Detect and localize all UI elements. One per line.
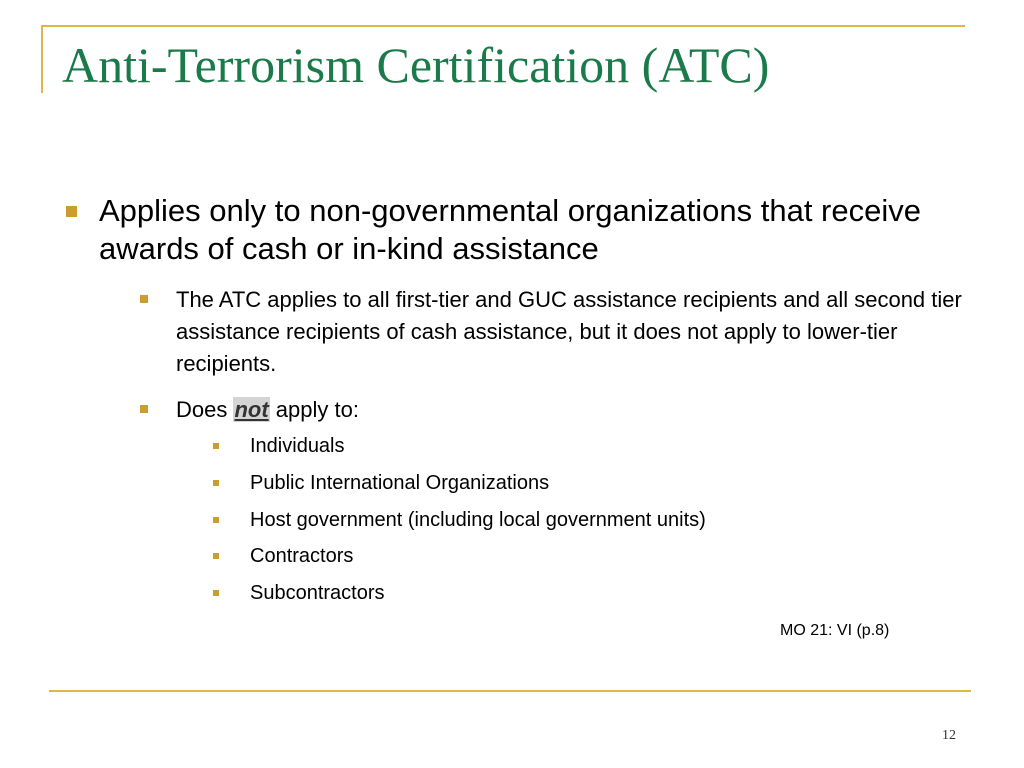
sub-sub-bullet-square-icon — [213, 553, 219, 559]
sub-bullet-square-icon — [140, 405, 148, 413]
frame-left-line — [41, 25, 43, 93]
sub-bullet-text: The ATC applies to all first-tier and GUC assistance recipients and all second tier assistance recipients of cash assistance, but it does not apply to lower-tier recipients. — [176, 287, 962, 376]
sub-bullet-text-before: Does — [176, 397, 234, 422]
sub-sub-bullet-square-icon — [213, 517, 219, 523]
sub-bullet-square-icon — [140, 295, 148, 303]
footer-divider — [49, 690, 971, 692]
list-item: Host government (including local government units) — [250, 509, 706, 531]
sub-bullet-text — [176, 394, 976, 426]
sub-bullet-text-after: apply to: — [269, 397, 359, 422]
slide-title: Anti-Terrorism Certification (ATC) — [62, 37, 770, 93]
list-item: Public International Organizations — [250, 472, 550, 494]
list-item: Individuals — [250, 435, 345, 457]
bullet-square-icon — [66, 206, 77, 217]
frame-top-line — [41, 25, 965, 27]
reference-note: MO 21: VI (p.8) — [780, 622, 890, 639]
list-item: Contractors — [250, 545, 354, 567]
page-number: 12 — [942, 728, 956, 743]
bullet-text: Applies only to non-governmental organizations that receive awards of cash or in-kind assistance — [99, 193, 921, 266]
sub-sub-bullet-square-icon — [213, 590, 219, 596]
sub-sub-bullet-square-icon — [213, 480, 219, 486]
sub-sub-bullet-square-icon — [213, 443, 219, 449]
list-item: Subcontractors — [250, 582, 385, 604]
emphasis-not: not — [234, 397, 269, 422]
